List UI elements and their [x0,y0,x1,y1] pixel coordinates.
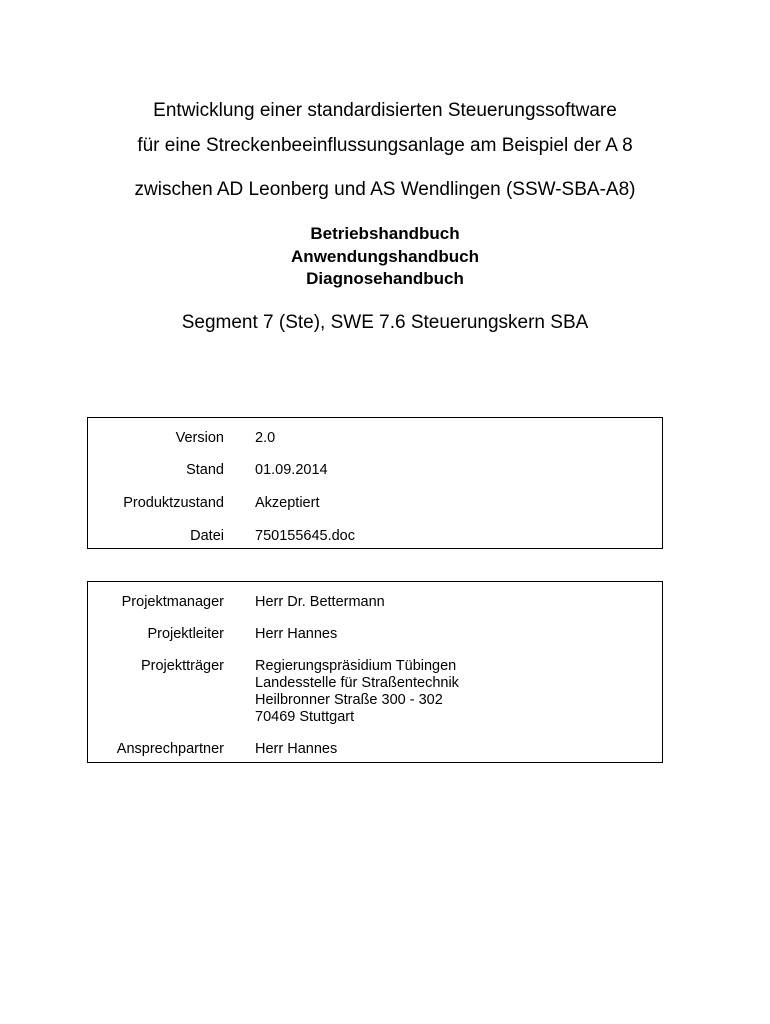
manager-label: Projektmanager [121,594,224,610]
stand-label: Stand [186,462,224,478]
sponsor-line-4: 70469 Stuttgart [255,709,355,725]
status-value: Akzeptiert [255,495,320,511]
lead-label: Projektleiter [147,626,224,642]
segment-title: Segment 7 (Ste), SWE 7.6 Steuerungskern SBA [181,312,589,333]
handbook-title-diagnosis: Diagnosehandbuch [306,269,464,288]
version-label: Version [175,430,224,446]
contact-value: Herr Hannes [255,741,338,757]
handbook-title-operation: Betriebshandbuch [310,224,460,243]
sponsor-label: Projektträger [140,658,224,674]
stand-value: 01.09.2014 [255,462,328,478]
manager-value: Herr Dr. Bettermann [255,594,385,610]
lead-value: Herr Hannes [255,626,338,642]
title-line-3: zwischen AD Leonberg und AS Wendlingen (SSW-SBA-A8) [134,179,636,200]
title-line-2: für eine Streckenbeeinflussungsanlage am Beispiel der A 8 [137,135,633,156]
handbook-title-application: Anwendungshandbuch [291,246,479,266]
sponsor-line-3: Heilbronner Straße 300 - 302 [255,692,443,708]
document-info-box [87,417,663,549]
handbook-list [0,223,770,291]
contact-label: Ansprechpartner [116,741,224,757]
project-info-box [87,581,663,763]
file-value: 750155645.doc [255,528,355,544]
sponsor-address [255,658,459,726]
version-value: 2.0 [255,430,276,446]
status-label: Produktzustand [123,495,224,511]
sponsor-line-1: Regierungspräsidium Tübingen [255,658,457,674]
title-line-1: Entwicklung einer standardisierten Steuerungssoftware [153,100,617,121]
file-label: Datei [190,528,224,544]
sponsor-line-2: Landesstelle für Straßentechnik [255,675,459,691]
